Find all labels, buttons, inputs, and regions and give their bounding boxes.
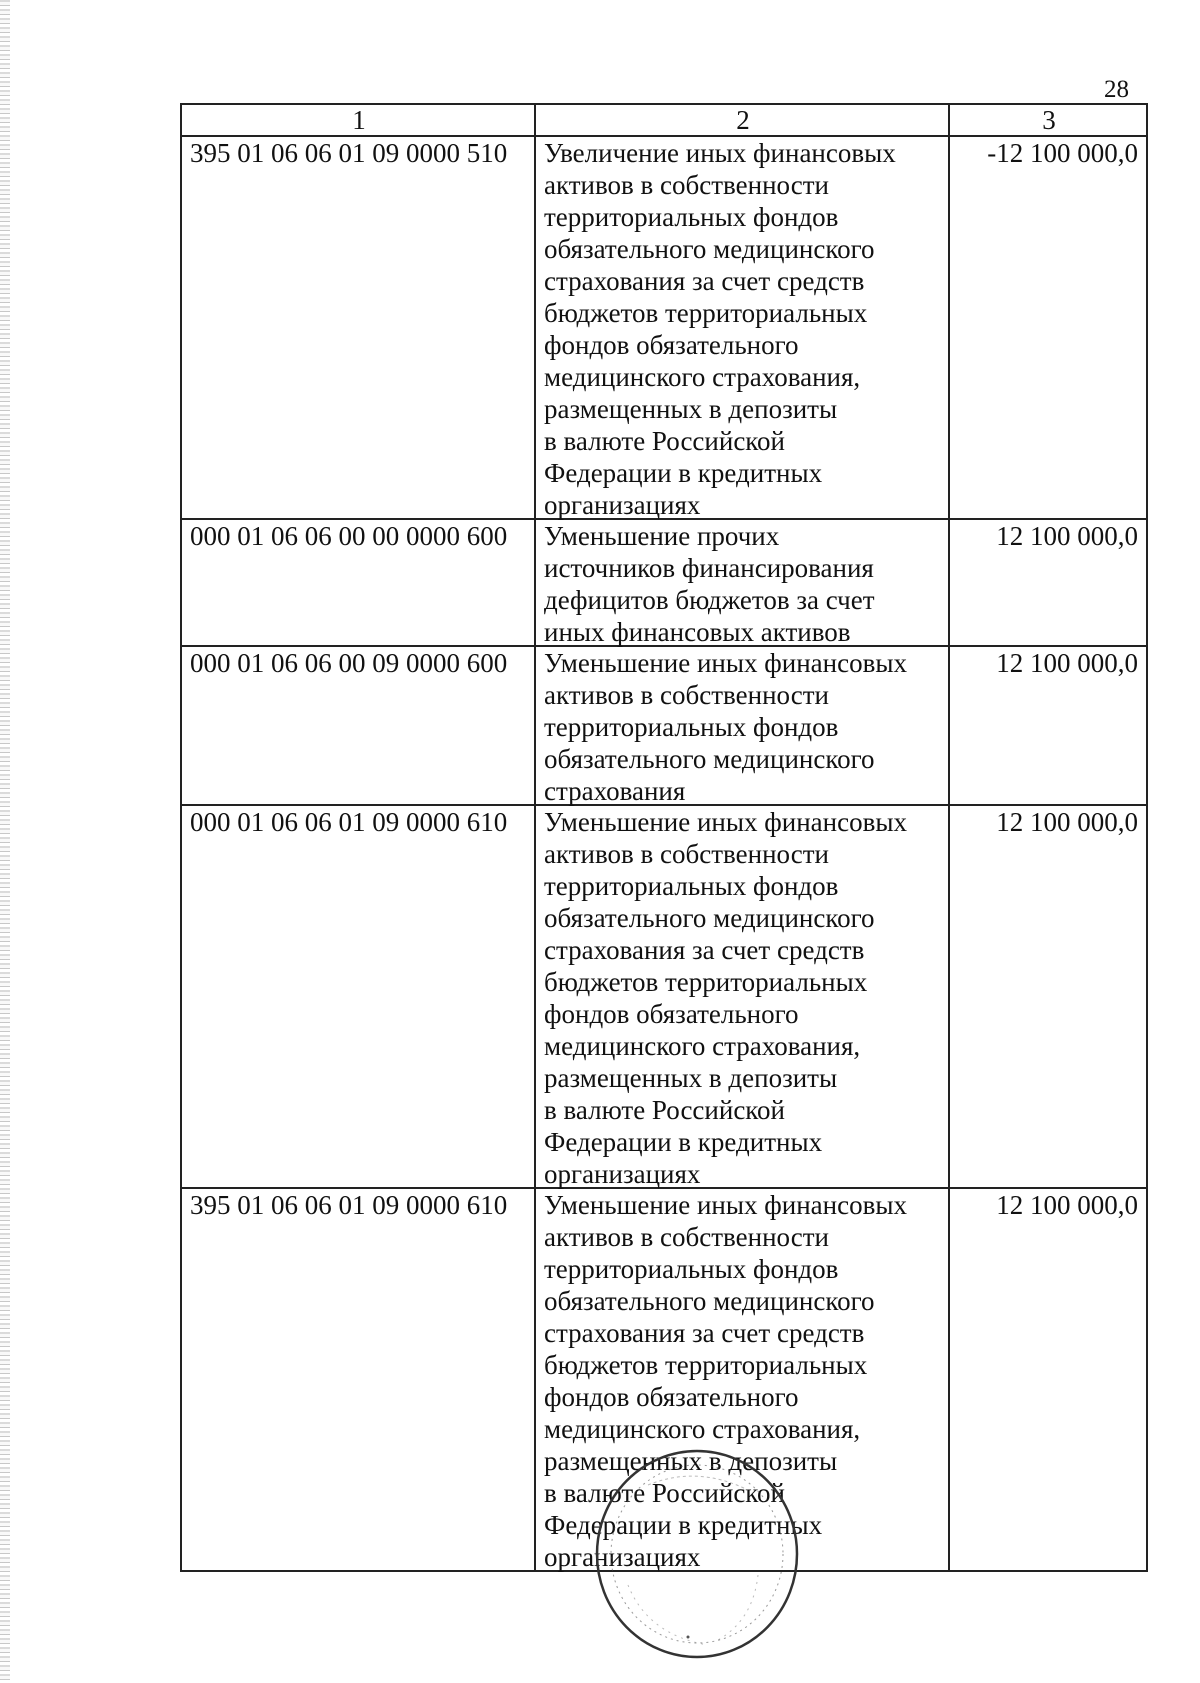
description-cell	[535, 519, 949, 646]
description-cell	[535, 1188, 949, 1571]
column-header-1: 1	[181, 104, 535, 136]
budget-code-cell: 000 01 06 06 00 09 0000 600	[181, 646, 535, 805]
description-text: Уменьшение иных финансовых активов в собственности территориальных фондов обязательного медицинского страхования за счет средств бюджетов территориальных фондов обязательного медицинского страхования, размещенных в депозиты в валюте Российской Федерации в кредитных организациях	[544, 1190, 907, 1572]
page-number: 28	[1104, 76, 1129, 103]
scan-edge-artifact	[0, 0, 10, 1683]
table-row	[181, 136, 1147, 519]
budget-code-cell: 395 01 06 06 01 09 0000 610	[181, 1188, 535, 1571]
table-row	[181, 805, 1147, 1188]
amount-cell: 12 100 000,0	[949, 646, 1147, 805]
table-row	[181, 646, 1147, 805]
amount-cell: 12 100 000,0	[949, 1188, 1147, 1571]
budget-sources-table	[180, 103, 1148, 1572]
table-row	[181, 519, 1147, 646]
column-header-3: 3	[949, 104, 1147, 136]
table-header-row	[181, 104, 1147, 136]
amount-cell: 12 100 000,0	[949, 805, 1147, 1188]
description-text: Уменьшение прочих источников финансирования дефицитов бюджетов за счет иных финансовых активов	[544, 521, 875, 647]
description-cell	[535, 646, 949, 805]
column-header-2: 2	[535, 104, 949, 136]
description-text: Увеличение иных финансовых активов в собственности территориальных фондов обязательного медицинского страхования за счет средств бюджетов территориальных фондов обязательного медицинского страхования, размещенных в депозиты в валюте Российской Федерации в кредитных организациях	[544, 138, 896, 520]
description-cell	[535, 136, 949, 519]
table-row	[181, 1188, 1147, 1571]
description-cell	[535, 805, 949, 1188]
amount-cell: 12 100 000,0	[949, 519, 1147, 646]
budget-code-cell: 000 01 06 06 01 09 0000 610	[181, 805, 535, 1188]
budget-code-cell: 000 01 06 06 00 00 0000 600	[181, 519, 535, 646]
amount-cell: -12 100 000,0	[949, 136, 1147, 519]
description-text: Уменьшение иных финансовых активов в собственности территориальных фондов обязательного медицинского страхования	[544, 648, 907, 806]
budget-code-cell: 395 01 06 06 01 09 0000 510	[181, 136, 535, 519]
description-text: Уменьшение иных финансовых активов в собственности территориальных фондов обязательного медицинского страхования за счет средств бюджетов территориальных фондов обязательного медицинского страхования, размещенных в депозиты в валюте Российской Федерации в кредитных организациях	[544, 807, 907, 1189]
